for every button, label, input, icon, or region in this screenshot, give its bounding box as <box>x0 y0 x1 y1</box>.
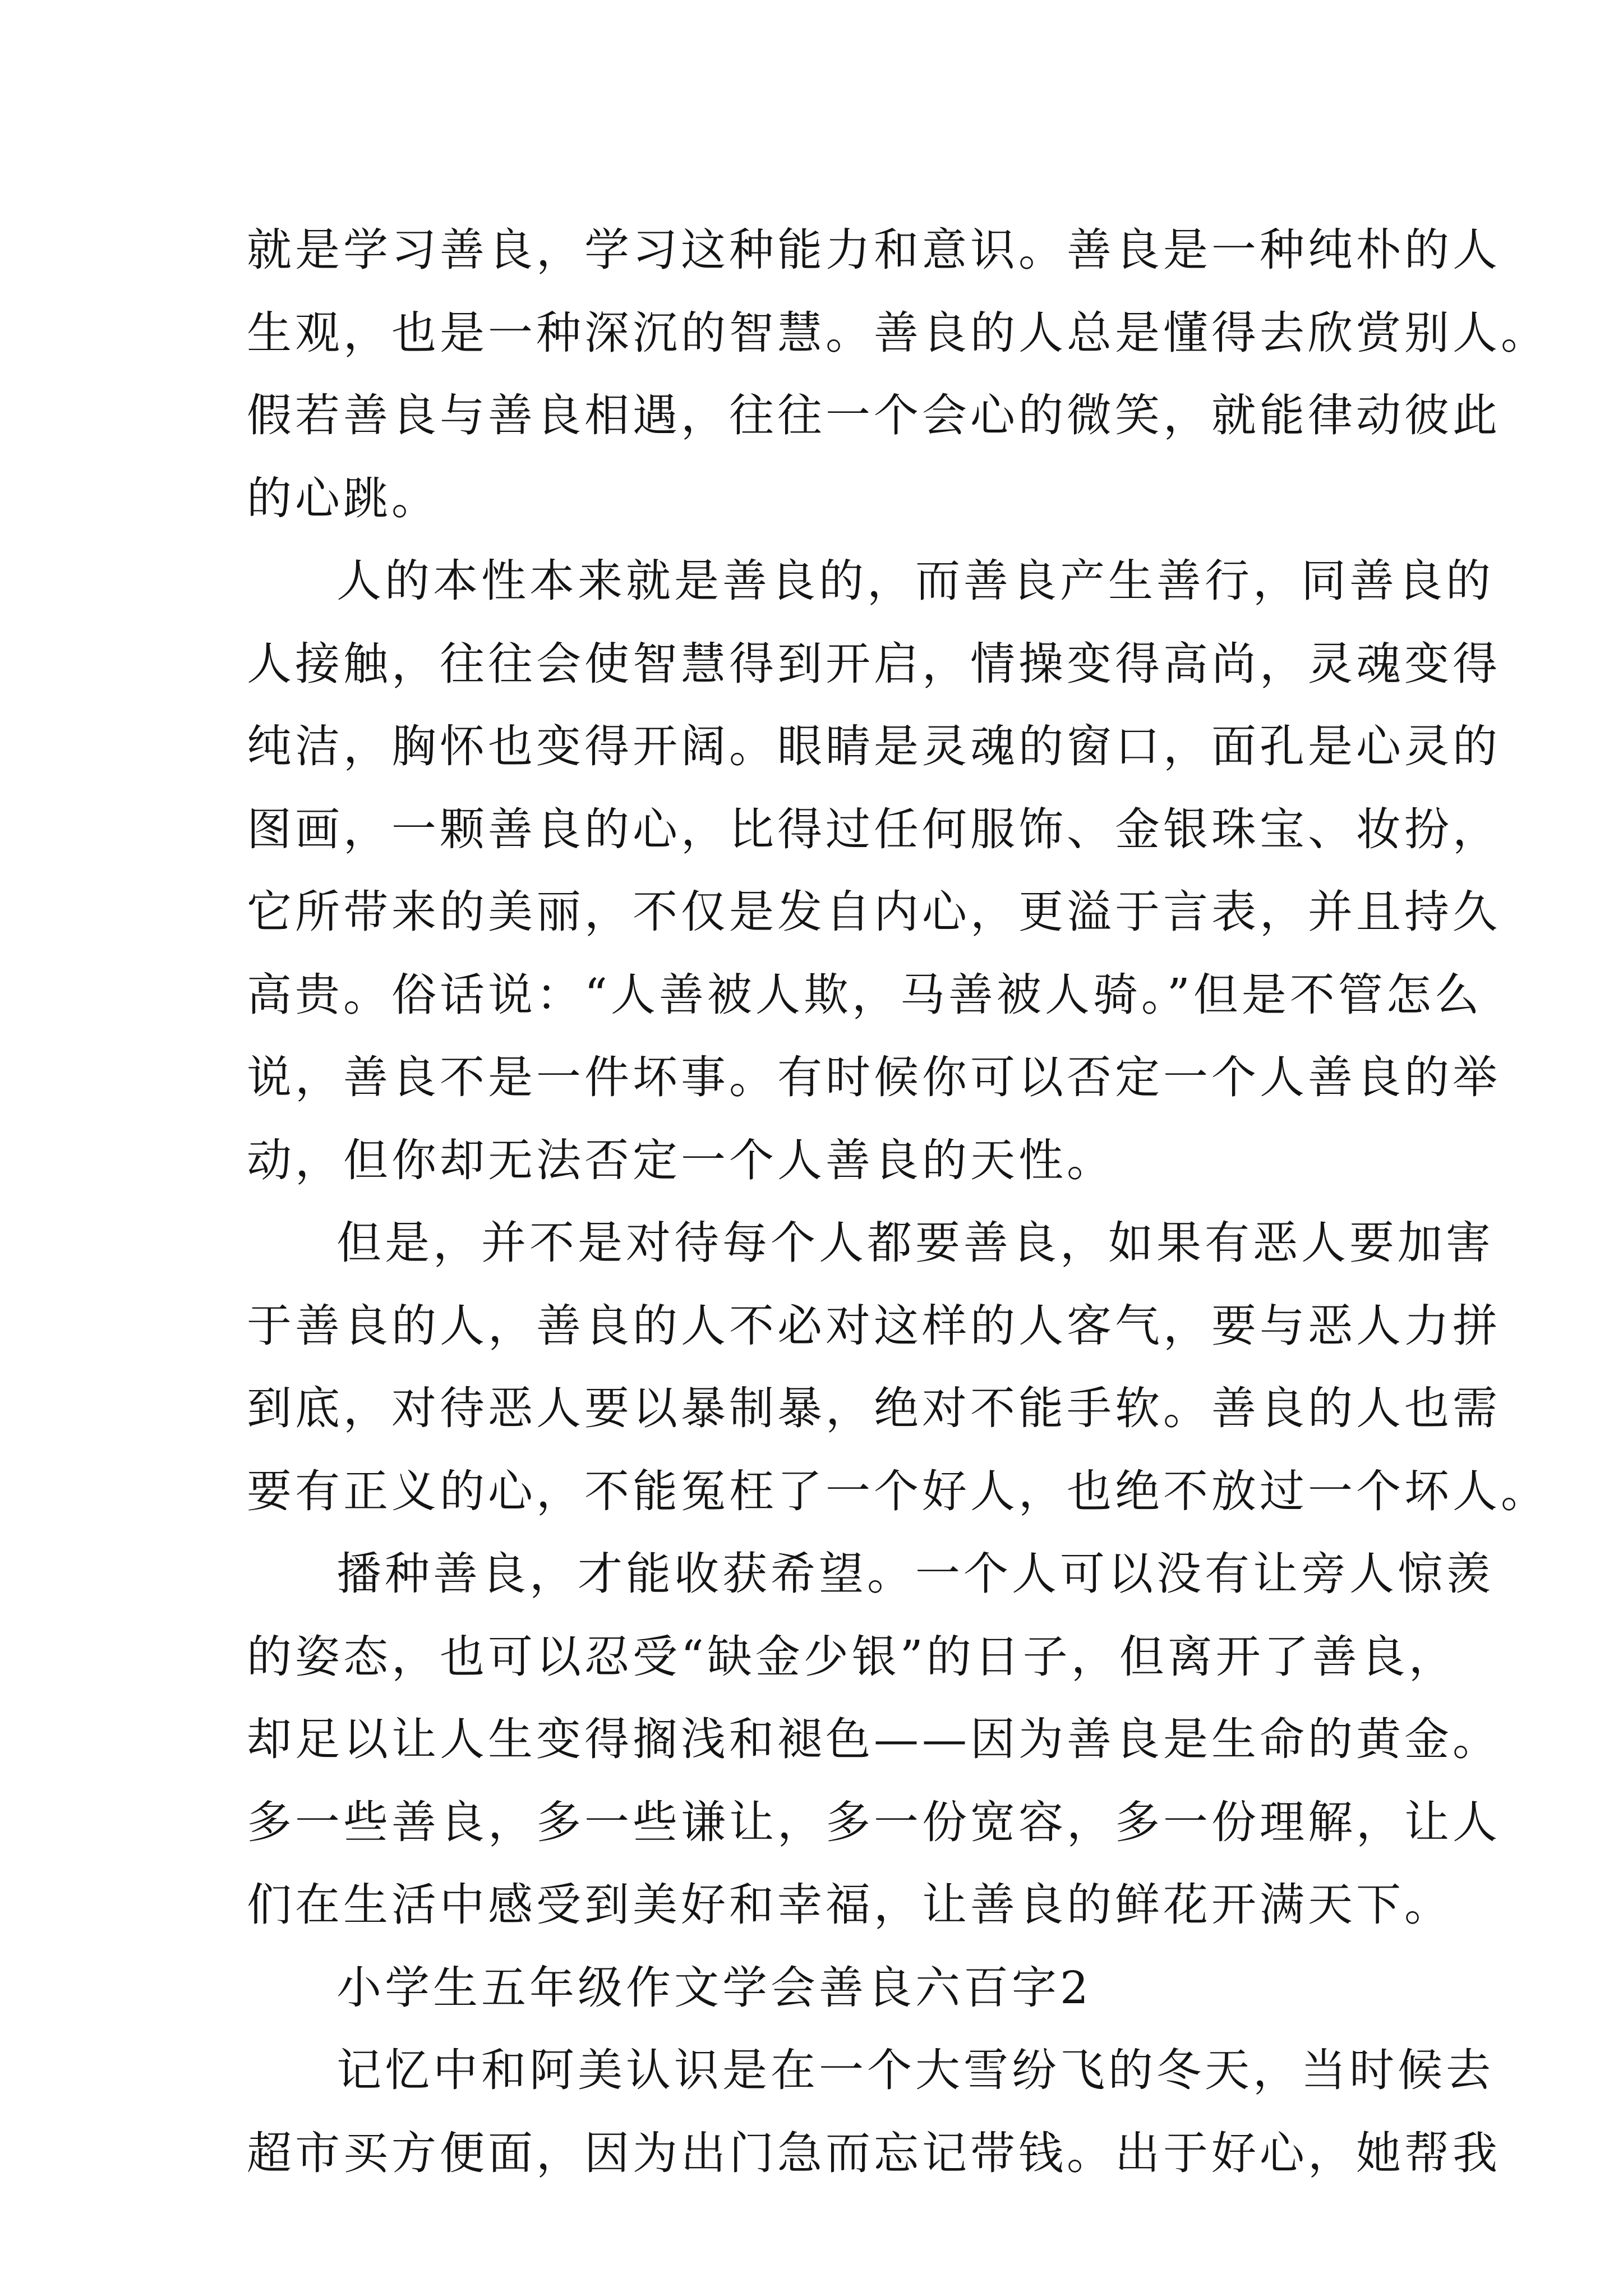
text-line: 图画，一颗善良的心，比得过任何服饰、金银珠宝、妆扮， <box>247 803 1501 855</box>
text-line: 们在生活中感受到美好和幸福，让善良的鲜花开满天下。 <box>247 1879 1453 1931</box>
text-line: 的姿态，也可以忍受“缺金少银”的日子，但离开了善良， <box>247 1630 1457 1683</box>
text-line: 纯洁，胸怀也变得开阔。眼睛是灵魂的窗口，面孔是心灵的 <box>247 720 1501 772</box>
text-line: 假若善良与善良相遇，往往一个会心的微笑，就能律动彼此 <box>247 389 1501 441</box>
section-heading: 小学生五年级作文学会善良六百字2 <box>336 1961 1092 2014</box>
text-line: 高贵。俗话说：“人善被人欺，马善被人骑。”但是不管怎么 <box>247 968 1483 1021</box>
text-line: 动，但你却无法否定一个人善良的天性。 <box>247 1134 1115 1186</box>
text-line: 多一些善良，多一些谦让，多一份宽容，多一份理解，让人 <box>247 1796 1501 1848</box>
text-line: 却足以让人生变得搁浅和褪色——因为善良是生命的黄金。 <box>247 1713 1501 1765</box>
paragraph-start-line: 人的本性本来就是善良的，而善良产生善行，同善良的 <box>336 555 1494 607</box>
text-line: 说，善良不是一件坏事。有时候你可以否定一个人善良的举 <box>247 1051 1501 1103</box>
text-line: 生观，也是一种深沉的智慧。善良的人总是懂得去欣赏别人。 <box>247 306 1549 359</box>
text-line: 超市买方便面，因为出门急而忘记带钱。出于好心，她帮我 <box>247 2127 1501 2179</box>
text-line: 于善良的人，善良的人不必对这样的人客气，要与恶人力拼 <box>247 1299 1501 1352</box>
paragraph-start-line: 记忆中和阿美认识是在一个大雪纷飞的冬天，当时候去 <box>336 2044 1494 2096</box>
text-line: 就是学习善良，学习这种能力和意识。善良是一种纯朴的人 <box>247 224 1501 276</box>
paragraph-start-line: 播种善良，才能收获希望。一个人可以没有让旁人惊羡 <box>336 1548 1494 1600</box>
text-line: 到底，对待恶人要以暴制暴，绝对不能手软。善良的人也需 <box>247 1382 1501 1434</box>
paragraph-start-line: 但是，并不是对待每个人都要善良，如果有恶人要加害 <box>336 1217 1494 1269</box>
text-line: 要有正义的心，不能冤枉了一个好人，也绝不放过一个坏人。 <box>247 1465 1549 1517</box>
text-line: 它所带来的美丽，不仅是发自内心，更溢于言表，并且持久 <box>247 886 1501 938</box>
essay-text <box>247 209 1549 2194</box>
text-line: 的心跳。 <box>247 472 440 524</box>
text-line: 人接触，往往会使智慧得到开启，情操变得高尚，灵魂变得 <box>247 637 1501 690</box>
